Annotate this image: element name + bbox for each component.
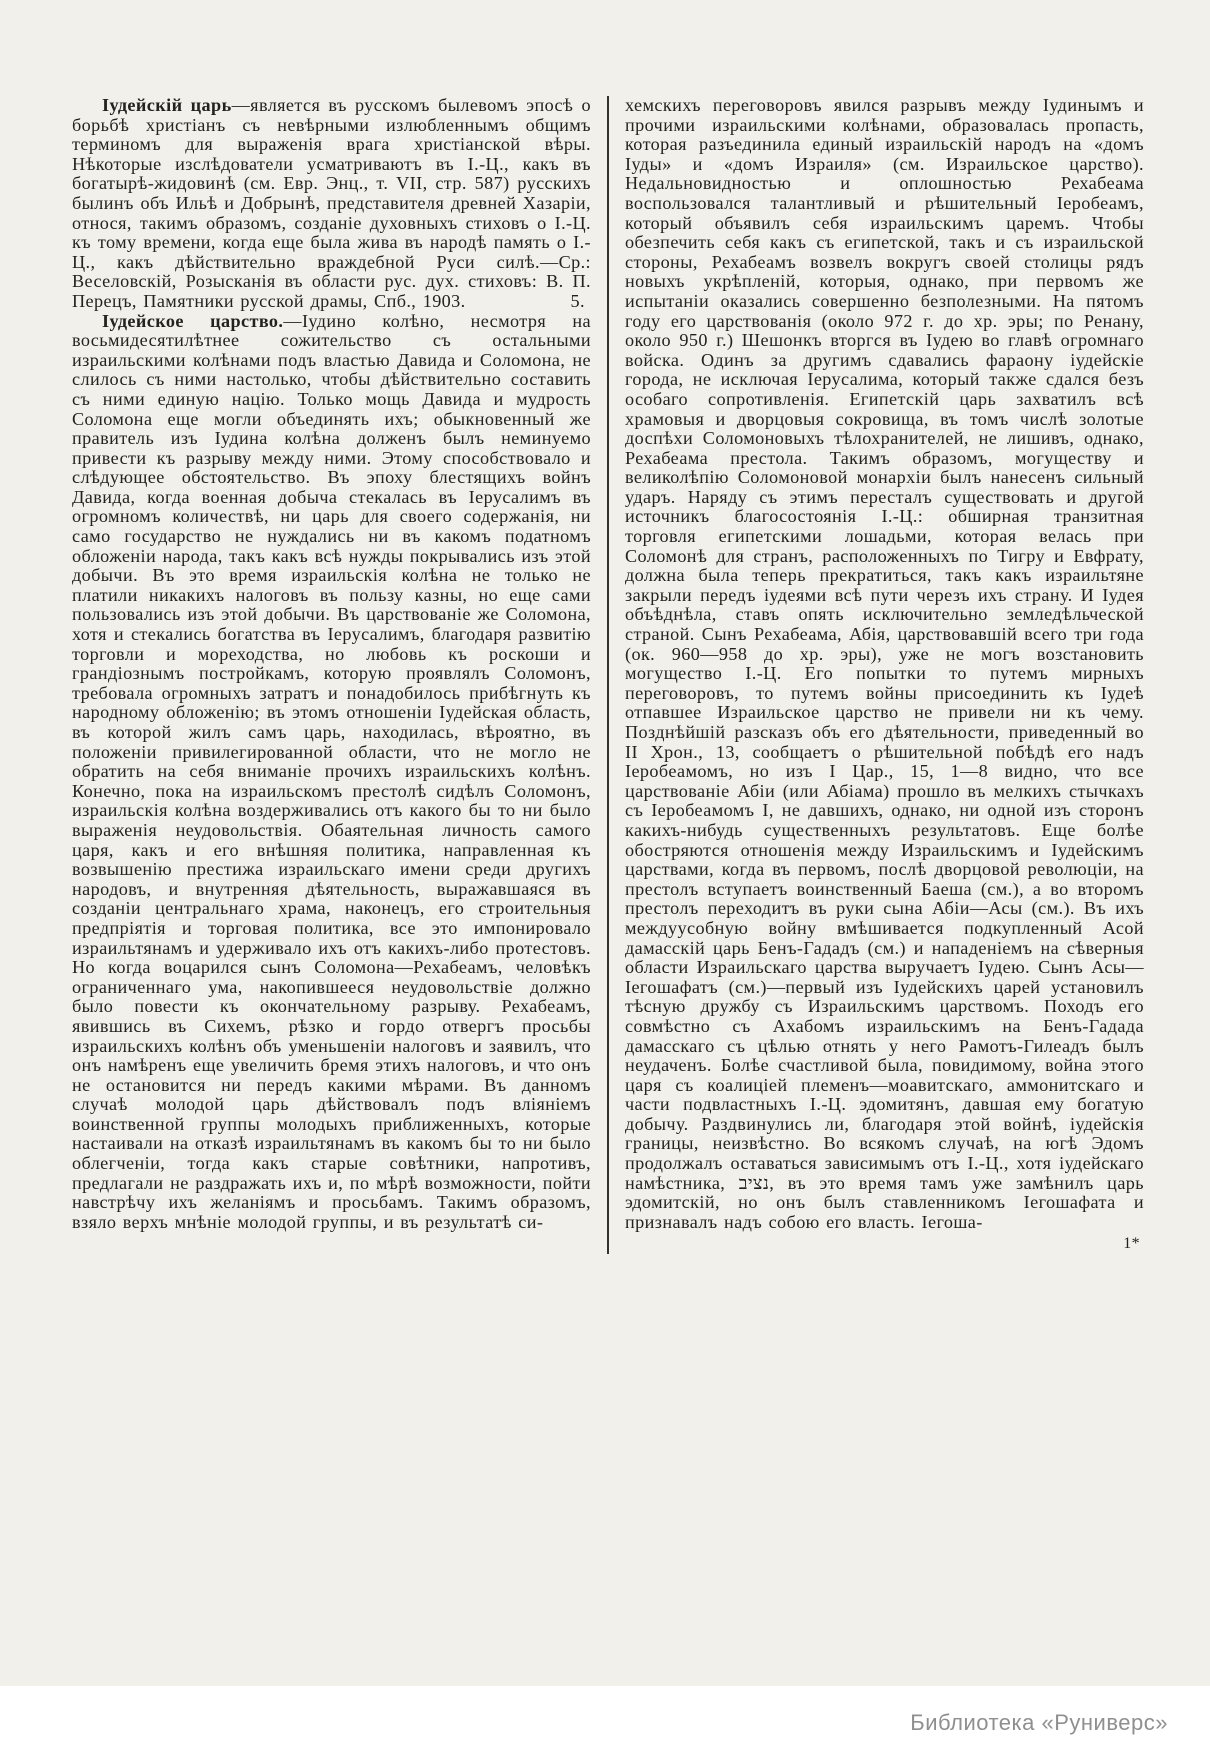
article-continuation-text: хемскихъ переговоровъ явился разрывъ между Іудинымъ и прочими израильскими колѣнами, образовалась пропасть, которая разъединила единый израильскій народъ на «домъ Іуды» и «домъ Израиля» (см. Израильское царство). Недальновидностью и оплошностью Рехабеама воспользовался талантливый и рѣшительный Іеробеамъ, который объявилъ себя израильскимъ царемъ. Чтобы обезпечить себя какъ съ египетской, такъ и съ израильской стороны, Рехабеамъ возвелъ вокругъ своей столицы рядъ новыхъ укрѣпленій, которыя, однако, при первомъ же испытаніи оказались совершенно безполезными. На пятомъ году его царствованія (около 972 г. до хр. эры; по Ренану, около 950 г.) Шешонкъ вторгся въ Іудею во главѣ огромнаго войска. Одинъ за другимъ сдавались фараону іудейскіе города, не исключая Іерусалима, который также сдался безъ особаго сопротивленія. Египетскій царь захватилъ всѣ храмовыя и дворцовыя сокровища, въ томъ числѣ золотые доспѣхи Соломоновыхъ тѣлохранителей, не лишивъ, однако, Рехабеама престола. Такимъ образомъ, могуществу и великолѣпію Соломоновой монархіи былъ нанесенъ сильный ударъ. Наряду съ этимъ пересталъ существовать и другой источникъ благосостоянія І.-Ц.: обширная транзитная торговля египетскими лошадьми, которая велась при Соломонѣ для странъ, расположенныхъ по Тигру и Евфрату, должна была теперь прекратиться, такъ какъ израильтяне закрыли передъ іудеями всѣ пути черезъ ихъ страну. И Іудея объѣднѣла, ставъ опять исключительно земледѣльческой страной. Сынъ Рехабеама, Абія, царствовавшій всего три года (ок. 960—958 до хр. эры), уже не могъ возстановить могущество І.-Ц. Его попытки то путемъ мирныхъ переговоровъ, то путемъ войны присоединить къ Іудеѣ отпавшее Израильское царство не привели ни къ чему. Позднѣйшій разсказъ объ его дѣятельности, приведенный во II Хрон., 13, сообщаетъ о рѣшительной побѣдѣ его надъ Іеробеамомъ, но изъ I Цар., 15, 1—8 видно, что все царствованіе Абіи (или Абіама) прошло въ мелкихъ стычкахъ съ Іеробеамомъ I, не давшихъ, однако, ни одной изъ сторонъ какихъ-нибудь существенныхъ результатовъ. Еще болѣе обостряются отношенія между Израильскимъ и Іудейскимъ царствами, когда въ первомъ, послѣ дворцовой революціи, на престолъ вступаетъ воинственный Баеша (см.), а во второмъ престолъ переходитъ въ руки сына Абіи—Асы (см.). Въ ихъ междуусобную войну вмѣшивается подкупленный Асой дамасскій царь Бенъ-Гададъ (см.) и нападеніемъ на сѣверныя области Израильскаго царства выручаетъ Іудею. Сынъ Асы—Іегошафатъ (см.)—первый изъ Іудейскихъ царей установилъ тѣсную дружбу съ Израильскимъ царствомъ. Походъ его совмѣстно съ Ахабомъ израильскимъ на Бенъ-Гадада дамасскаго съ цѣлью отнять у него Рамотъ-Гилеадъ былъ неудаченъ. Болѣе счастливой была, повидимому, война этого царя съ коалиціей племенъ—моавитскаго, аммонитскаго и части подвластныхъ І.-Ц. эдомитянъ, давшая ему богатую добычу. Раздвинулись ли, благодаря этой войнѣ, іудейскія границы, неизвѣстно. Во всякомъ случаѣ, на югѣ Эдомъ продолжалъ оставаться зависимымъ отъ І.-Ц., хотя іудейскаго намѣстника, נציב, въ это время тамъ уже замѣнилъ царь эдомитскій, но онъ былъ ставленникомъ Іегошафата и признавалъ надъ собою его власть. Іегоша-	[625, 96, 1144, 1232]
article-text: —Іудино колѣно, несмотря на восьмидесятилѣтнее сожительство съ остальными израильскими колѣнами подъ властью Давида и Соломона, не слилось съ ними настолько, чтобы дѣйствительно составить съ ними единую націю. Только мощь Давида и мудрость Соломона еще могли объединять ихъ; обыкновенный же правитель изъ Іудина колѣна долженъ былъ неминуемо привести къ разрыву между ними. Этому способствовало и слѣдующее обстоятельство. Въ эпоху блестящихъ войнъ Давида, когда военная добыча стекалась въ Іерусалимъ въ огромномъ количествѣ, ни царь для своего содержанія, ни само государство не нуждались ни въ какомъ податномъ обложеніи народа, такъ какъ всѣ нужды покрывались изъ этой добычи. Въ это время израильскія колѣна не только не платили никакихъ налоговъ въ пользу казны, но еще сами пользовались изъ этой добычи. Въ царствованіе же Соломона, хотя и стекались богатства въ Іерусалимъ, благодаря развитію торговли и мореходства, но любовь къ роскоши и грандіознымъ постройкамъ, которую проявлялъ Соломонъ, требовала огромныхъ затратъ и понадобилось прибѣгнуть къ народному обложенію; въ этомъ отношеніи Іудейская область, въ которой жилъ самъ царь, находилась, вѣроятно, въ положеніи привилегированной области, что не могло не обратить на себя вниманіе прочихъ израильскихъ колѣнъ. Конечно, пока на израильскомъ престолѣ сидѣлъ Соломонъ, израильскія колѣна воздерживались отъ какого бы то ни было выраженія неудовольствія. Обаятельная личность самого царя, какъ и его внѣшняя политика, направленная къ возвышенію престижа израильскаго имени среди другихъ народовъ, и внутренняя дѣятельность, выражавшаяся въ созданіи центральнаго храма, наконецъ, его строительныя предпріятія и торговая политика, все это импонировало израильтянамъ и удерживало ихъ отъ какихъ-либо протестовъ. Но когда воцарился сынъ Соломона—Рехабеамъ, человѣкъ ограниченнаго ума, накопившееся неудовольствіе должно было повести къ окончательному разрыву. Рехабеамъ, явившись въ Сихемъ, рѣзко и гордо отвергъ просьбы израильскихъ колѣнъ объ уменьшеніи налоговъ и заявилъ, что онъ намѣренъ еще увеличить бремя этихъ налоговъ, и что онъ не остановится ни передъ какими мѣрами. Въ данномъ случаѣ молодой царь дѣйствовалъ подъ вліяніемъ воинственной группы молодыхъ приближенныхъ, которые настаивали на отказѣ израильтянамъ въ какомъ бы то ни было облегченіи, тогда какъ старые совѣтники, напротивъ, предлагали не раздражать ихъ и, по мѣрѣ возможности, пойти навстрѣчу ихъ желаніямъ и просьбамъ. Такимъ образомъ, взяло верхъ мнѣніе молодой группы, и въ результатѣ си-	[72, 310, 591, 1232]
column-divider	[607, 96, 609, 1254]
article-iudeyskoe-tsarstvo	[72, 312, 591, 1233]
text-columns	[72, 96, 1144, 1254]
article-iudeyskiy-tsar	[72, 96, 591, 312]
article-term: Іудейское царство.	[102, 310, 284, 331]
watermark-text: Библиотека «Руниверс»	[910, 1710, 1168, 1735]
article-text: —является въ русскомъ былевомъ эпосѣ о борьбѣ христіанъ съ невѣрными излюбленнымъ общимъ терминомъ для выраженія врага христіанской вѣры. Нѣкоторые изслѣдователи усматриваютъ въ І.-Ц., какъ въ богатырѣ-жидовинѣ (см. Евр. Энц., т. VII, стр. 587) русскихъ былинъ объ Ильѣ и Добрынѣ, представителя древней Хазаріи, относя, такимъ образомъ, созданіе духовныхъ стиховъ о І.-Ц. къ тому времени, когда еще была жива въ народѣ память о І.-Ц., какъ дѣйствительно враждебной Руси силѣ.—Ср.: Веселовскій, Розысканія въ области рус. дух. стиховъ: В. П. Перецъ, Памятники русской драмы, Спб., 1903.	[72, 96, 591, 311]
right-column	[625, 96, 1144, 1254]
article-term: Іудейскій царь	[102, 96, 232, 115]
signature-mark: 1*	[1123, 1235, 1140, 1253]
left-column	[72, 96, 591, 1254]
watermark-bar	[0, 1686, 1210, 1760]
author-mark: 5.	[570, 290, 585, 311]
